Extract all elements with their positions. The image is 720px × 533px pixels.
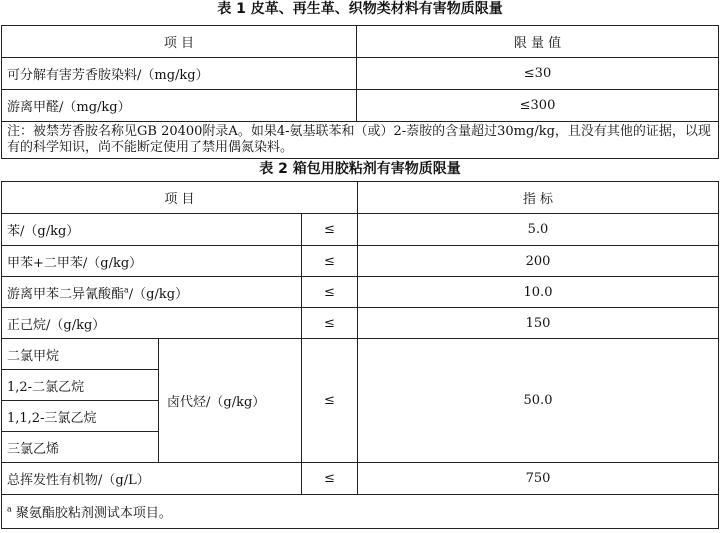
table1-header-limit: 限 量 值 — [357, 26, 719, 58]
table2-row-item: 总挥发性有机物/（g/L） — [2, 463, 302, 495]
halocarbon-subitem: 三氯乙烯 — [2, 432, 159, 463]
halocarbon-subitem: 1,2-二氯乙烷 — [2, 370, 159, 401]
table2-row-item: 正己烷/（g/kg） — [2, 308, 302, 339]
table-row — [2, 308, 719, 339]
table2-caption: 表 2 箱包用胶粘剂有害物质限量 — [259, 161, 461, 177]
table1-note-row — [2, 122, 719, 159]
halocarbon-subitem: 1,1,2-三氯乙烷 — [2, 401, 159, 432]
table2-row-op: ≤ — [302, 463, 358, 495]
table2-row-op: ≤ — [302, 246, 358, 277]
table2-row-item — [2, 277, 302, 308]
table2-row-item: 苯/（g/kg） — [2, 214, 302, 246]
table-row — [2, 214, 719, 246]
table1-row-item: 游离甲醛/（mg/kg） — [2, 90, 357, 122]
table-row — [2, 90, 719, 122]
table2-header-value: 指 标 — [358, 182, 719, 214]
table1-header-row — [2, 26, 719, 58]
table2-row-item: 甲苯+二甲苯/（g/kg） — [2, 246, 302, 277]
table2-row-op: ≤ — [302, 308, 358, 339]
footnote-mark: a — [7, 504, 12, 514]
table-row — [2, 277, 719, 308]
table2-footnote-row — [2, 495, 719, 529]
table2-footnote — [2, 495, 719, 529]
table1-row-limit: ≤300 — [357, 90, 719, 122]
table2-row-op: ≤ — [302, 277, 358, 308]
halocarbon-label: 卤代烃/（g/kg） — [159, 339, 302, 463]
table-row — [2, 58, 719, 90]
halocarbon-value: 50.0 — [358, 339, 719, 463]
tdi-unit: /（g/kg） — [128, 286, 189, 302]
table2-row-op: ≤ — [302, 214, 358, 246]
table2-row-value: 5.0 — [358, 214, 719, 246]
halocarbon-subitem: 二氯甲烷 — [2, 339, 159, 370]
table2-row-value: 150 — [358, 308, 719, 339]
table1-header-item: 项 目 — [2, 26, 357, 58]
table1-row-limit: ≤30 — [357, 58, 719, 90]
table2-row-value: 10.0 — [358, 277, 719, 308]
footnote-marker: a — [124, 285, 129, 295]
tdi-label: 游离甲苯二异氰酸酯 — [7, 286, 125, 302]
footnote-text: 聚氨酯胶粘剂测试本项目。 — [11, 506, 172, 521]
table1-row-item: 可分解有害芳香胺染料/（mg/kg） — [2, 58, 357, 90]
table2-header-row — [2, 182, 719, 214]
table2-row-value: 750 — [358, 463, 719, 495]
table2-row-value: 200 — [358, 246, 719, 277]
table1-note: 注：被禁芳香胺名称见GB 20400附录A。如果4-氨基联苯和（或）2-萘胺的含量超过30mg/kg，且没有其他的证据，以现有的科学知识，尚不能断定使用了禁用偶氮染料。 — [2, 122, 719, 159]
table1 — [1, 25, 719, 159]
table-row — [2, 339, 719, 370]
table-row — [2, 246, 719, 277]
halocarbon-op: ≤ — [302, 339, 358, 463]
table1-caption: 表 1 皮革、再生革、织物类材料有害物质限量 — [217, 1, 503, 17]
table2-header-item: 项 目 — [2, 182, 358, 214]
table2 — [1, 181, 719, 529]
table-row — [2, 463, 719, 495]
